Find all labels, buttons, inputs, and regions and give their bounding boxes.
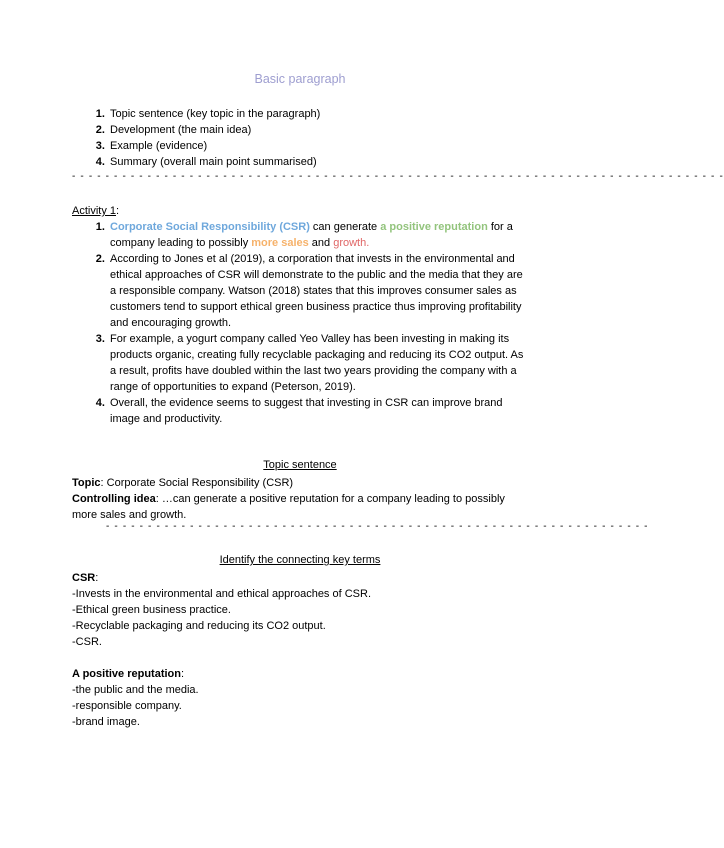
list-item: 2. Development (the main idea) — [108, 122, 578, 138]
controlling-idea-line — [72, 491, 532, 523]
topic-sentence-block — [72, 475, 532, 523]
topic-sentence-heading: Topic sentence — [263, 459, 337, 471]
activity-item-example: 3. For example, a yogurt company called Yeo Valley has been investing in making its products organic, creating fully recyclable packaging and reducing its CO2 output. As a result, profits have doubled within the last two years providing the company with a range of opportunities to expand (Peterson, 2019). — [108, 331, 528, 395]
reputation-terms-block — [72, 666, 532, 730]
divider: - - - - - - - - - - - - - - - - - - - - - - - - - - - - - - - - - - - - - - - - - - - - - - - - - - - - - - - - - - - - - - - - - — [106, 521, 649, 532]
activity-label — [72, 203, 119, 219]
connecting-terms-heading: Identify the connecting key terms — [219, 554, 381, 566]
csr-terms-heading — [72, 570, 532, 586]
topic-value: : Corporate Social Responsibility (CSR) — [100, 477, 294, 489]
topic-label: Topic — [72, 477, 101, 489]
list-item: -Ethical green business practice. — [72, 604, 231, 616]
reputation-highlight: a positive reputation — [380, 221, 488, 233]
text-span: for a company leading to possibly — [110, 221, 513, 249]
sales-highlight: more sales — [251, 237, 309, 249]
list-item: -Invests in the environmental and ethical approaches of CSR. — [72, 588, 371, 600]
controlling-idea-value: : …can generate a positive reputation for a company leading to possibly more sales and growth. — [72, 493, 505, 521]
reputation-suffix: : — [181, 668, 185, 680]
reputation-label: A positive reputation — [72, 668, 181, 680]
list-item: -responsible company. — [72, 700, 182, 712]
csr-highlight: Corporate Social Responsibility (CSR) — [110, 221, 310, 233]
list-item: 3. Example (evidence) — [108, 138, 578, 154]
reputation-terms-heading — [72, 666, 532, 682]
csr-suffix: : — [95, 572, 99, 584]
text-span: can generate — [309, 221, 381, 233]
text-span: . — [366, 237, 370, 249]
growth-highlight: growth — [333, 237, 367, 249]
text-span: and — [308, 237, 334, 249]
csr-label: CSR — [72, 572, 96, 584]
list-item: 4. Summary (overall main point summarised) — [108, 154, 578, 170]
list-item: -Recyclable packaging and reducing its CO2 output. — [72, 620, 326, 632]
paragraph-structure-list — [72, 106, 578, 170]
activity-item-summary: 4. Overall, the evidence seems to suggest that investing in CSR can improve brand image and productivity. — [108, 395, 528, 427]
activity-item-topic — [108, 219, 528, 251]
list-item: 1. Topic sentence (key topic in the paragraph) — [108, 106, 578, 122]
list-item: -CSR. — [72, 636, 102, 648]
activity-label-text: Activity 1 — [72, 205, 117, 217]
list-item: -brand image. — [72, 716, 140, 728]
topic-line — [72, 475, 532, 491]
activity-item-development: 2. According to Jones et al (2019), a corporation that invests in the environmental and ethical approaches of CSR will demonstrate to the public and the media that they are a responsible company. Watson (2018) states that this improves consumer sales as customers tend to support ethical green business practice thus improving profitability and encouraging growth. — [108, 251, 528, 331]
csr-terms-block — [72, 570, 532, 650]
divider: - - - - - - - - - - - - - - - - - - - - - - - - - - - - - - - - - - - - - - - - - - - - - - - - - - - - - - - - - - - - - - - - - - - - - - - - - - - - - - — [72, 171, 724, 182]
activity-label-suffix: : — [116, 205, 120, 217]
controlling-idea-label: Controlling idea — [72, 493, 156, 505]
activity-list — [72, 219, 528, 427]
page-title: Basic paragraph — [254, 72, 346, 86]
list-item: -the public and the media. — [72, 684, 199, 696]
